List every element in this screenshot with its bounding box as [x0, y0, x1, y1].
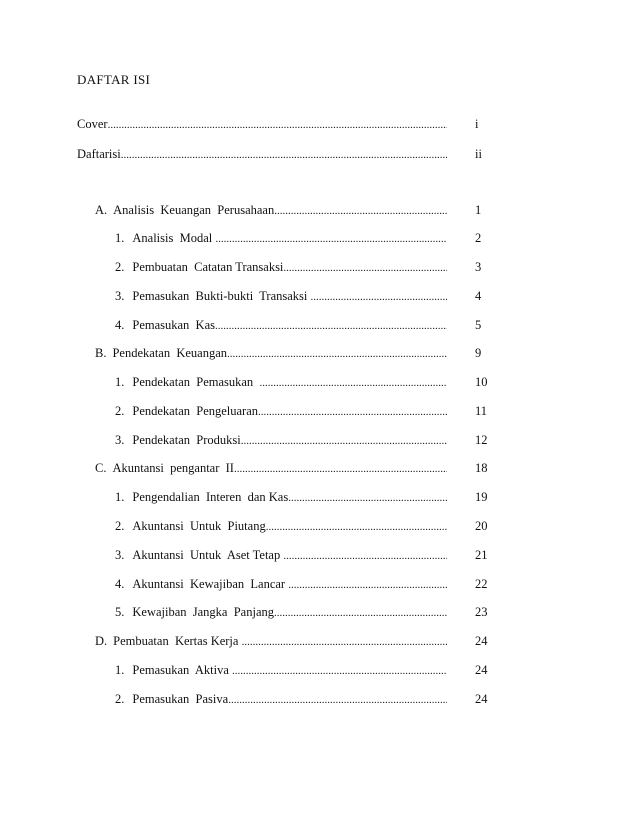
section-page: 1 [475, 203, 482, 217]
item-number: 4. [115, 577, 125, 591]
item-page: 24 [475, 663, 488, 677]
leader-dots [241, 432, 447, 450]
leader-dots [215, 317, 447, 335]
item-number: 3. [115, 289, 125, 303]
section-page: 18 [475, 461, 488, 475]
item-number: 5. [115, 605, 125, 619]
item-number: 1. [115, 231, 125, 245]
toc-item[interactable] [115, 690, 447, 708]
leader-dots [215, 230, 447, 248]
leader-dots [232, 662, 447, 680]
item-label: Pembuatan Catatan Transaksi [132, 260, 284, 274]
item-label: Analisis Modal [132, 231, 216, 245]
toc-item[interactable] [115, 603, 447, 621]
item-page: 12 [475, 433, 488, 447]
toc-item[interactable] [115, 517, 447, 535]
item-page: 2 [475, 231, 482, 245]
item-page: 11 [475, 404, 488, 418]
item-label: Kewajiban Jangka Panjang [132, 605, 275, 619]
toc-entry-label: Cover [77, 117, 108, 131]
leader-dots [274, 202, 447, 220]
toc-section-c[interactable] [95, 459, 447, 477]
section-letter: B. [95, 346, 107, 360]
item-page: 10 [475, 375, 488, 389]
item-number: 2. [115, 404, 125, 418]
leader-dots [258, 403, 447, 421]
toc-item[interactable] [115, 229, 447, 247]
leader-dots [234, 460, 447, 478]
item-label: Pendekatan Pemasukan [132, 375, 260, 389]
item-label: Pemasukan Pasiva [132, 692, 229, 706]
item-page: 19 [475, 490, 488, 504]
leader-dots [227, 345, 447, 363]
toc-entry-label: Daftarisi [77, 147, 121, 161]
toc-entry-page: ii [475, 147, 482, 161]
item-page: 5 [475, 318, 482, 332]
toc-item[interactable] [115, 661, 447, 679]
item-number: 4. [115, 318, 125, 332]
item-number: 3. [115, 548, 125, 562]
section-label: Pendekatan Keuangan [112, 346, 228, 360]
section-letter: D. [95, 634, 108, 648]
page-title: DAFTAR ISI [77, 72, 151, 87]
item-label: Akuntansi Untuk Aset Tetap [132, 548, 284, 562]
section-page: 9 [475, 346, 482, 360]
section-page: 24 [475, 634, 488, 648]
item-label: Pemasukan Kas [132, 318, 215, 332]
section-letter: A. [95, 203, 108, 217]
toc-item[interactable] [115, 373, 447, 391]
leader-dots [121, 146, 447, 164]
item-label: Pengendalian Interen dan Kas [132, 490, 289, 504]
toc-entry-cover[interactable] [77, 115, 447, 133]
leader-dots [228, 691, 447, 709]
leader-dots [283, 547, 447, 565]
item-number: 2. [115, 519, 125, 533]
toc-section-d[interactable] [95, 632, 447, 650]
leader-dots [242, 633, 447, 651]
item-page: 4 [475, 289, 482, 303]
section-label: Akuntansi pengantar II [112, 461, 234, 475]
item-number: 2. [115, 260, 125, 274]
item-page: 21 [475, 548, 488, 562]
item-number: 2. [115, 692, 125, 706]
item-number: 3. [115, 433, 125, 447]
leader-dots [266, 518, 447, 536]
item-page: 23 [475, 605, 488, 619]
item-page: 3 [475, 260, 482, 274]
leader-dots [108, 116, 447, 134]
item-page: 24 [475, 692, 488, 706]
toc-item[interactable] [115, 316, 447, 334]
leader-dots [274, 604, 447, 622]
item-number: 1. [115, 663, 125, 677]
item-page: 20 [475, 519, 488, 533]
item-page: 22 [475, 577, 488, 591]
toc-item[interactable] [115, 402, 447, 420]
toc-entry-daftarisi[interactable] [77, 145, 447, 163]
leader-dots [283, 259, 447, 277]
leader-dots [259, 374, 447, 392]
leader-dots [311, 288, 447, 306]
item-number: 1. [115, 375, 125, 389]
toc-item[interactable] [115, 258, 447, 276]
toc-section-a[interactable] [95, 201, 447, 219]
toc-item[interactable] [115, 431, 447, 449]
toc-item[interactable] [115, 287, 447, 305]
section-letter: C. [95, 461, 107, 475]
leader-dots [288, 576, 447, 594]
item-label: Akuntansi Kewajiban Lancar [132, 577, 289, 591]
toc-item[interactable] [115, 546, 447, 564]
leader-dots [288, 489, 447, 507]
item-label: Pendekatan Produksi [132, 433, 241, 447]
item-number: 1. [115, 490, 125, 504]
item-label: Pemasukan Aktiva [132, 663, 233, 677]
section-label: Analisis Keuangan Perusahaan [113, 203, 275, 217]
section-label: Pembuatan Kertas Kerja [113, 634, 242, 648]
item-label: Pendekatan Pengeluaran [132, 404, 259, 418]
item-label: Akuntansi Untuk Piutang [132, 519, 266, 533]
item-label: Pemasukan Bukti-bukti Transaksi [132, 289, 311, 303]
toc-item[interactable] [115, 575, 447, 593]
toc-entry-page: i [475, 117, 479, 131]
toc-section-b[interactable] [95, 344, 447, 362]
toc-item[interactable] [115, 488, 447, 506]
